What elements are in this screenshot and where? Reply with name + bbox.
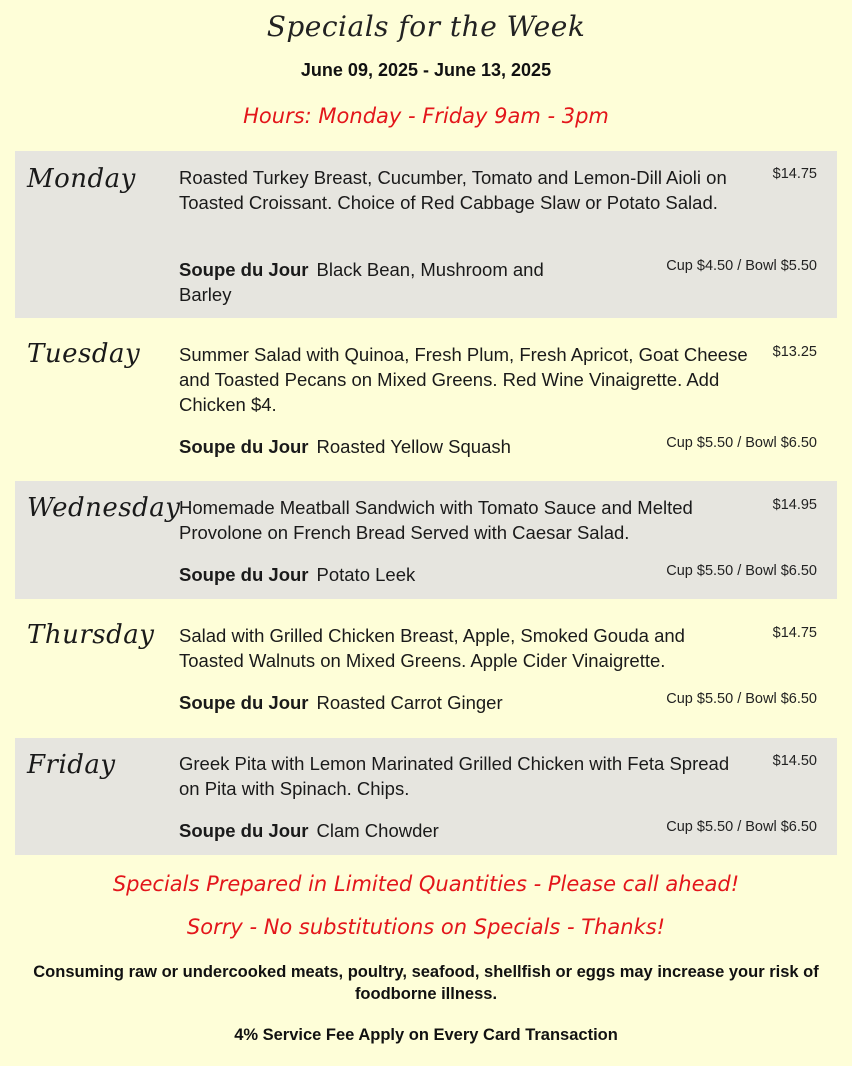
special-price: $14.95 (772, 497, 817, 513)
special-description: Salad with Grilled Chicken Breast, Apple, Smoked Gouda and Toasted Walnuts on Mixed Greens. Apple Cider Vinaigrette. (179, 625, 685, 671)
soup-row (179, 257, 599, 307)
soup-row (179, 818, 599, 843)
special-description: Homemade Meatball Sandwich with Tomato Sauce and Melted Provolone on French Bread Served with Caesar Salad. (179, 497, 693, 543)
day-name: Thursday (27, 620, 155, 650)
hours-notice: Hours: Monday - Friday 9am - 3pm (243, 104, 609, 128)
day-section-friday (15, 738, 837, 855)
soup-price: Cup $5.50 / Bowl $6.50 (666, 691, 817, 707)
day-name: Tuesday (27, 339, 141, 369)
soup-name: Black Bean, Mushroom and Barley (179, 259, 544, 305)
day-name: Monday (27, 164, 136, 194)
special-price: $14.75 (772, 625, 817, 641)
soup-price: Cup $5.50 / Bowl $6.50 (666, 563, 817, 579)
day-section-wednesday (15, 481, 837, 599)
special-description: Greek Pita with Lemon Marinated Grilled Chicken with Feta Spread on Pita with Spinach. Chips. (179, 753, 730, 799)
soup-label: Soupe du Jour (179, 564, 309, 585)
date-range: June 09, 2025 - June 13, 2025 (300, 60, 552, 80)
soup-label: Soupe du Jour (179, 820, 309, 841)
day-name: Friday (27, 750, 116, 780)
soup-price: Cup $4.50 / Bowl $5.50 (666, 258, 817, 274)
soup-price: Cup $5.50 / Bowl $6.50 (666, 819, 817, 835)
soup-row (179, 562, 599, 587)
food-safety-warning: Consuming raw or undercooked meats, poultry, seafood, shellfish or eggs may increase your risk of foodborne illness. (33, 963, 819, 1003)
soup-row (179, 434, 599, 459)
day-section-thursday (15, 599, 837, 738)
no-substitutions-notice: Sorry - No substitutions on Specials - Thanks! (186, 915, 666, 939)
special-price: $14.75 (772, 166, 817, 182)
soup-name: Potato Leek (316, 564, 416, 585)
special-price: $14.50 (772, 753, 817, 769)
special-price: $13.25 (772, 344, 817, 360)
day-section-tuesday (15, 318, 837, 480)
soup-name: Roasted Yellow Squash (316, 436, 511, 457)
page-title: Specials for the Week (266, 10, 586, 43)
soup-label: Soupe du Jour (179, 436, 309, 457)
service-fee-notice: 4% Service Fee Apply on Every Card Transaction (234, 1026, 618, 1044)
limited-quantities-notice: Specials Prepared in Limited Quantities - Please call ahead! (112, 872, 740, 896)
special-description: Summer Salad with Quinoa, Fresh Plum, Fresh Apricot, Goat Cheese and Toasted Pecans on Mixed Greens. Red Wine Vinaigrette. Add Chicken $4. (179, 344, 748, 415)
soup-name: Clam Chowder (316, 820, 439, 841)
soup-price: Cup $5.50 / Bowl $6.50 (666, 435, 817, 451)
soup-name: Roasted Carrot Ginger (316, 692, 503, 713)
special-description: Roasted Turkey Breast, Cucumber, Tomato and Lemon-Dill Aioli on Toasted Croissant. Choice of Red Cabbage Slaw or Potato Salad. (179, 167, 727, 213)
day-name: Wednesday (27, 493, 181, 523)
soup-row (179, 690, 599, 715)
soup-label: Soupe du Jour (179, 692, 309, 713)
soup-label: Soupe du Jour (179, 259, 309, 280)
day-section-monday (15, 151, 837, 318)
